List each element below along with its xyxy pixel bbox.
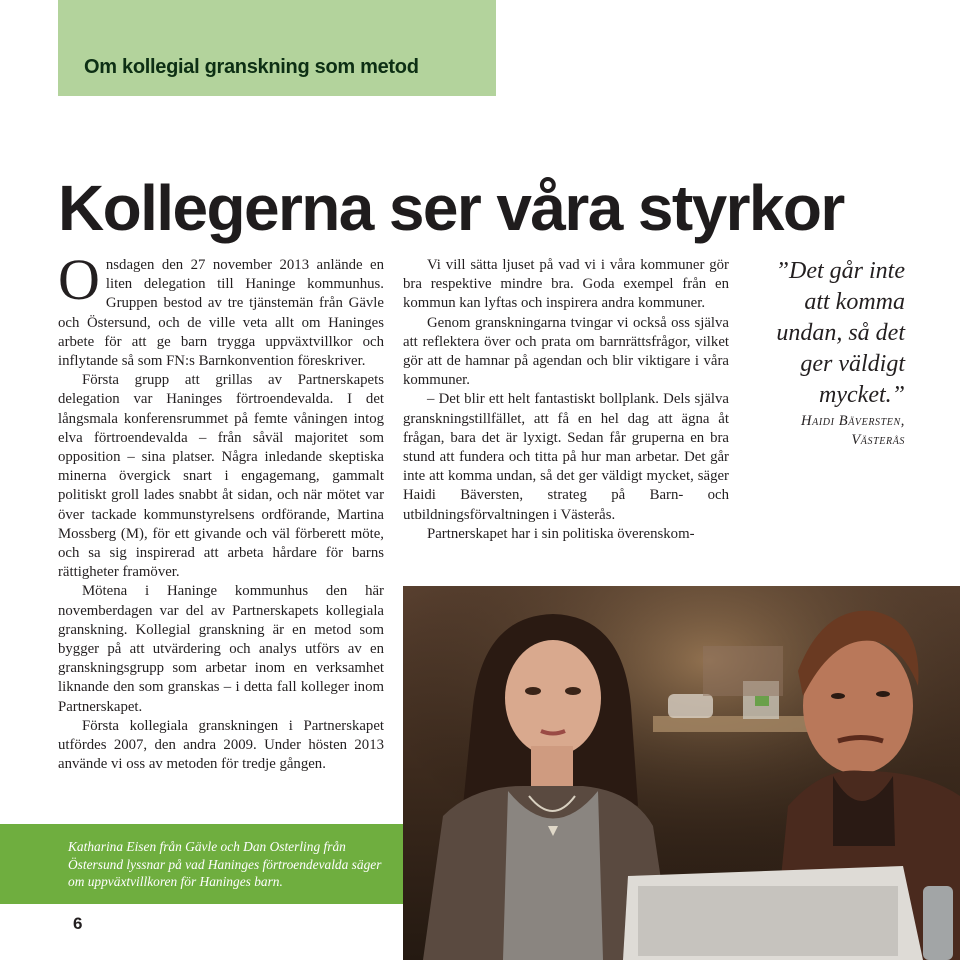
article-headline: Kollegerna ser våra styrkor: [58, 172, 844, 244]
meeting-photo-illustration: [403, 586, 960, 960]
section-band: [58, 0, 496, 96]
article-photo: [403, 586, 960, 960]
attribution-name: Haidi Bäversten,: [801, 413, 905, 429]
pull-quote: ”Det går inte att komma undan, så det ger väldigt mycket.”: [775, 258, 905, 408]
page-number: 6: [73, 914, 83, 933]
photo-caption: Katharina Eisen från Gävle och Dan Osterling från Östersund lyssnar på vad Haninges förtroendevalda säger om uppväxtvillkoren för Haninges barn.: [68, 839, 382, 890]
pull-quote-attribution: [745, 412, 905, 450]
drop-cap: O: [58, 247, 100, 312]
attribution-place: Västerås: [851, 432, 905, 448]
caption-band: [0, 824, 403, 904]
article-paragraph: Vi vill sätta ljuset på vad vi i våra kommuner gör bra respektive mindre bra. Goda exempel från en kommun kan lyftas och inspirera andra kommuner.: [403, 257, 729, 312]
article-paragraph: Mötena i Haninge kommunhus den här novemberdagen var del av Partnerskapets kollegiala granskning. Kollegial granskning är en metod som bygger på att utvärdering och analys utförs av en granskningsgrupp som arbetar inom en verksamhet liknande den som granskas – i detta fall kolleger inom Partnerskapet.: [58, 583, 384, 715]
article-paragraph: Genom granskningarna tvingar vi också oss själva att reflektera över och prata om barnrättsfrågor, vilket gör att de hamnar på agendan och blir viktigare i våra kommuner.: [403, 314, 729, 389]
article-column-middle: [403, 256, 729, 544]
article-paragraph: Första grupp att grillas av Partnerskapets delegation var Haninges förtroendevalda. I det långsmala konferensrummet på femte våningen intog elva förtroendevalda – från såväl majoritet som opposition – sina platser. Några inledande skeptiska minerna övergick snart i engagemang, gammalt politiskt groll lades snabbt åt sidan, och när mötet var över tackade kommunstyrelsens ordförande, Martina Mossberg (M), för ett givande och väl förberett möte, och sa sig inspirerad att arbeta hårdare för barns rättigheter framöver.: [58, 372, 384, 581]
article-paragraph: Partnerskapet har i sin politiska överenskom-: [427, 525, 695, 542]
article-column-left: [58, 247, 384, 774]
article-paragraph: Första kollegiala granskningen i Partnerskapet utfördes 2007, den andra 2009. Under hösten 2013 använde vi oss av metoden för tredje gången.: [58, 717, 384, 773]
article-paragraph: Onsdagen den 27 november 2013 anlände en liten delegation till Haninge kommunhus. Gruppen bestod av tre tjänstemän från Gävle och Östersund, och de ville veta allt om Haninges arbete för att ge barn trygga uppväxtvillkor och inflytande så som FN:s Barnkonvention föreskriver.: [58, 247, 384, 370]
article-paragraph: – Det blir ett helt fantastiskt bollplank. Dels själva granskningstillfället, att få en hel dag att ägna åt frågan, bara det är lyxigt. Sedan får gruperna en bra stund att fundera och titta på hur man arbetar. Det går inte att komma undan, så det ger väldigt mycket, säger Haidi Bäversten, strateg på Barn- och utbildningsförvaltningen i Västerås.: [403, 391, 729, 523]
section-label: Om kollegial granskning som metod: [84, 56, 419, 78]
